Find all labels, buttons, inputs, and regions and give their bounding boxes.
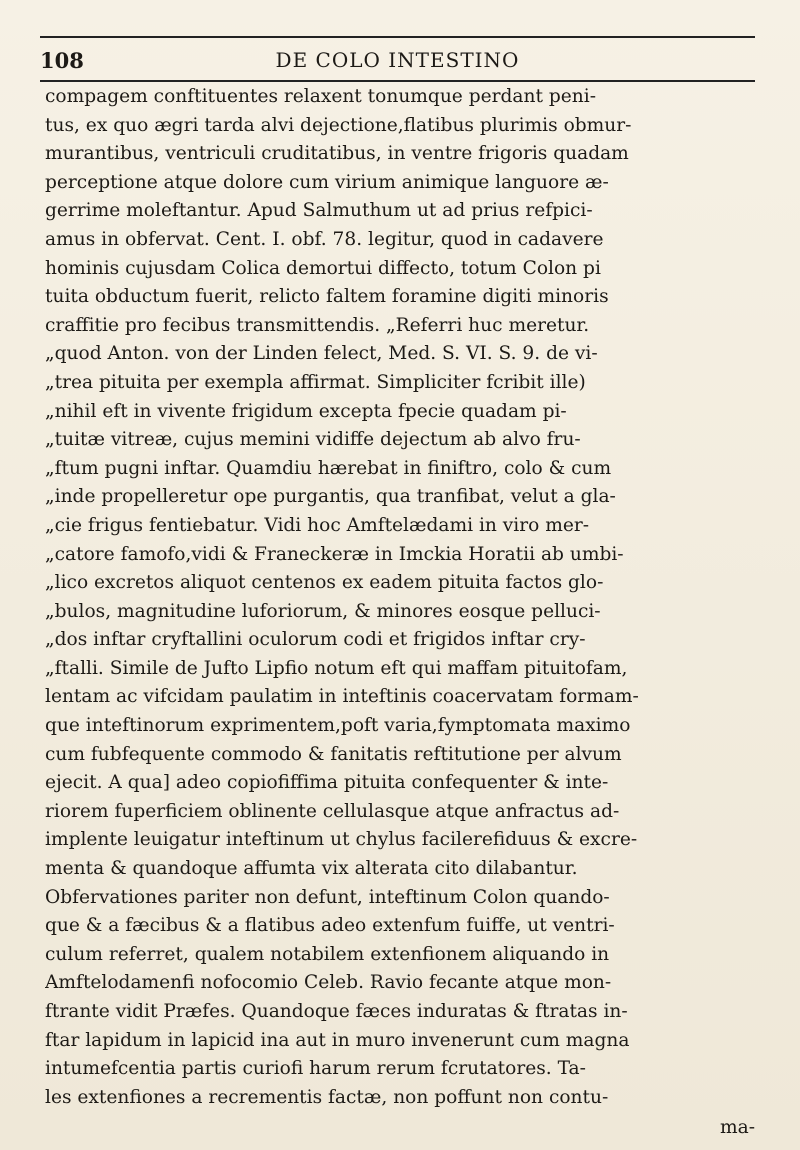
- header-rule-top: [40, 36, 755, 38]
- running-title: DE COLO INTESTINO: [275, 48, 520, 72]
- page-header: [40, 40, 755, 80]
- text-line: „ftalli. Simile de Jufto Lipfio notum eft qui maffam pituitofam,: [45, 657, 628, 679]
- text-line: Obfervationes pariter non defunt, inteftinum Colon quando-: [45, 886, 610, 908]
- text-line: perceptione atque dolore cum virium animique languore æ-: [45, 171, 609, 193]
- text-line: implente leuigatur inteftinum ut chylus facilerefiduus & excre-: [45, 829, 638, 851]
- page-number: 108: [40, 48, 84, 73]
- text-line: gerrime moleftantur. Apud Salmuthum ut ad prius refpici-: [45, 200, 593, 222]
- text-line: que inteftinorum exprimentem,poft varia,fymptomata maximo: [45, 715, 631, 737]
- text-line: „bulos, magnitudine luforiorum, & minores eosque pelluci-: [45, 600, 601, 622]
- text-line: culum referret, qualem notabilem extenfionem aliquando in: [45, 943, 610, 965]
- text-line: ftrante vidit Præfes. Quandoque fæces induratas & ftratas in-: [45, 1001, 628, 1022]
- text-line: amus in obfervat. Cent. I. obf. 78. legitur, quod in cadavere: [45, 228, 604, 250]
- text-line: „tuitæ vitreæ, cujus memini vidiffe dejectum ab alvo fru-: [45, 429, 581, 451]
- text-line: hominis cujusdam Colica demortui diffecto, totum Colon pi: [45, 257, 601, 279]
- header-rule-bottom: [40, 80, 755, 82]
- text-line: craffitie pro fecibus transmittendis. „Referri huc meretur.: [45, 314, 590, 336]
- catchword: ma-: [720, 1117, 755, 1138]
- text-line: murantibus, ventriculi cruditatibus, in ventre frigoris quadam: [45, 143, 629, 165]
- text-line: cum fubfequente commodo & fanitatis reftitutione per alvum: [45, 743, 622, 765]
- text-line: „inde propelleretur ope purgantis, qua tranfibat, velut a gla-: [45, 486, 616, 508]
- text-line: „ftum pugni inftar. Quamdiu hærebat in finiftro, colo & cum: [45, 457, 612, 479]
- text-line: tuita obductum fuerit, relicto faltem foramine digiti minoris: [45, 286, 609, 308]
- text-line: Amftelodamenfi nofocomio Celeb. Ravio fecante atque mon-: [45, 972, 612, 994]
- text-line: compagem conftituentes relaxent tonumque perdant peni-: [45, 86, 596, 107]
- text-line: lentam ac vifcidam paulatim in inteftinis coacervatam formam-: [45, 686, 639, 708]
- body-text: [45, 83, 760, 1112]
- text-line: „catore famofo,vidi & Franeckeræ in Imckia Horatii ab umbi-: [45, 543, 624, 565]
- text-line: „trea pituita per exempla affirmat. Simpliciter fcribit ille): [45, 371, 586, 393]
- text-line: „cie frigus fentiebatur. Vidi hoc Amftelædami in viro mer-: [45, 514, 590, 536]
- text-line: menta & quandoque affumta vix alterata cito dilabantur.: [45, 858, 578, 880]
- text-line: riorem fuperficiem oblinente cellulasque atque anfractus ad-: [45, 800, 620, 822]
- text-line: ftar lapidum in lapicid ina aut in muro invenerunt cum magna: [45, 1029, 630, 1051]
- text-line: „dos inftar cryftallini oculorum codi et frigidos inftar cry-: [45, 629, 586, 651]
- text-line: „quod Anton. von der Linden felect, Med. S. VI. S. 9. de vi-: [45, 343, 598, 365]
- text-line: intumefcentia partis curiofi harum rerum fcrutatores. Ta-: [45, 1058, 586, 1080]
- text-line: que & a fæcibus & a flatibus adeo extenfum fuiffe, ut ventri-: [45, 915, 615, 937]
- text-line: „lico excretos aliquot centenos ex eadem pituita factos glo-: [45, 572, 604, 594]
- text-line: tus, ex quo ægri tarda alvi dejectione,flatibus plurimis obmur-: [45, 114, 632, 136]
- text-line: ejecit. A qua] adeo copiofiffima pituita confequenter & inte-: [45, 772, 609, 794]
- text-line: les extenfiones a recrementis factæ, non poffunt non contu-: [45, 1086, 609, 1108]
- text-line: „nihil eft in vivente frigidum excepta fpecie quadam pi-: [45, 400, 567, 422]
